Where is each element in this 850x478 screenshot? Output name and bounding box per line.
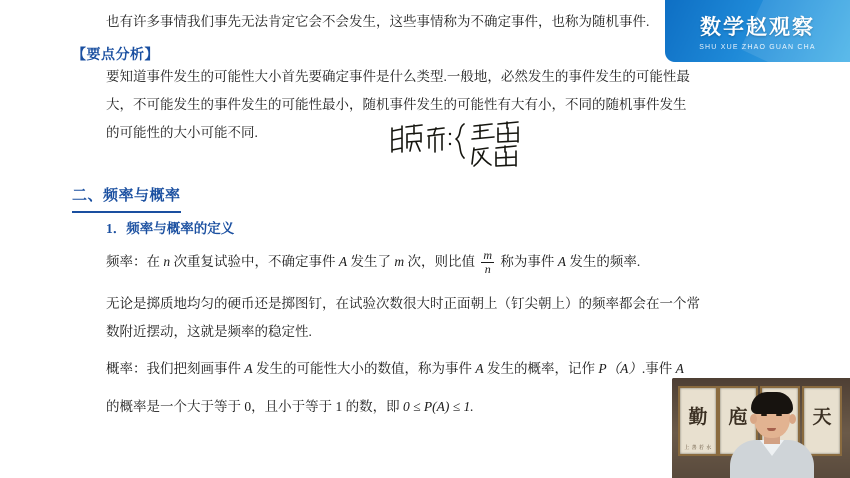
instructor-figure <box>724 392 820 478</box>
freq-text-6: 发生的频率. <box>566 254 641 269</box>
stability-line-2: 数附近摆动，这就是频率的稳定性. <box>106 324 312 339</box>
instructor-ear-right <box>789 414 796 424</box>
freq-var-A: A <box>338 254 348 269</box>
prob-var-A: A <box>244 361 253 376</box>
brand-logo <box>665 0 850 62</box>
probability-definition-line-2 <box>106 395 474 419</box>
key-analysis-heading: 【要点分析】 <box>72 48 159 63</box>
instructor-eye-right <box>776 414 782 416</box>
freq-var-n: n <box>163 254 171 269</box>
fraction-denominator: n <box>484 261 491 276</box>
instructor-hair <box>751 392 793 414</box>
brand-logo-title: 数学赵观察 <box>700 15 815 39</box>
prob-text-1: 概率：我们把刻画事件 <box>106 361 245 376</box>
key-analysis-line-2: 大，不可能发生的事件发生的可能性最小，随机事件发生的可能性有大有小，不同的随机事件发生 <box>106 97 687 112</box>
freq-text-2: 次重复试验中，不确定事件 <box>170 254 339 269</box>
sub-heading: 1．频率与概率的定义 <box>106 221 235 236</box>
prob-inequality: 0 ≤ P(A) ≤ 1. <box>403 399 474 414</box>
frequency-definition <box>106 249 640 275</box>
prob-notation-PA: P（A） <box>598 361 642 376</box>
prob-text-4: .事件 <box>641 361 676 376</box>
stability-line-1: 无论是掷质地均匀的硬币还是掷图钉，在试验次数很大时正面朝上（钉尖朝上）的频率都会在一个常 <box>106 296 700 311</box>
prob-text-2: 发生的可能性大小的数值，称为事件 <box>252 361 476 376</box>
wall-scroll-char-4: 天 <box>812 407 832 428</box>
wall-scroll-caption-1: 上 善 若 水 <box>684 446 712 451</box>
fraction-m-over-n <box>481 249 494 275</box>
freq-text-5: 称为事件 <box>497 254 558 269</box>
prob-var-A2: A <box>475 361 484 376</box>
freq-var-A2: A <box>557 254 567 269</box>
fraction-numerator: m <box>483 248 493 262</box>
prob-text-5: 的概率是一个大于等于 0，且小于等于 1 的数，即 <box>106 399 400 414</box>
wall-scroll-char-1: 勤 <box>688 407 708 428</box>
brand-logo-subtitle: SHU XUE ZHAO GUAN CHA <box>699 44 816 51</box>
wall-scroll-char-2: 庖 <box>728 407 748 428</box>
probability-definition-line-1 <box>106 357 684 381</box>
section-heading <box>72 183 181 213</box>
instructor-ear-left <box>750 414 757 424</box>
prob-var-A3: A <box>675 361 684 376</box>
instructor-eye-left <box>761 414 767 416</box>
key-analysis-line-1: 要知道事件发生的可能性大小首先要确定事件是什么类型.一般地，必然发生的事件发生的可能性最 <box>106 69 690 84</box>
section-heading-text: 二、频率与概率 <box>72 183 181 213</box>
freq-text-1: 频率：在 <box>106 254 164 269</box>
freq-var-m: m <box>394 254 405 269</box>
freq-text-3: 发生了 <box>347 254 395 269</box>
freq-text-4: 次，则比值 <box>404 254 479 269</box>
wall-scroll-1 <box>678 386 718 456</box>
key-analysis-line-3: 的可能性的大小可能不同. <box>106 125 258 140</box>
prob-text-3: 发生的概率，记作 <box>483 361 599 376</box>
intro-paragraph: 也有许多事情我们事先无法肯定它会不会发生，这些事情称为不确定事件，也称为随机事件. <box>106 14 650 29</box>
instructor-webcam[interactable] <box>672 378 850 478</box>
